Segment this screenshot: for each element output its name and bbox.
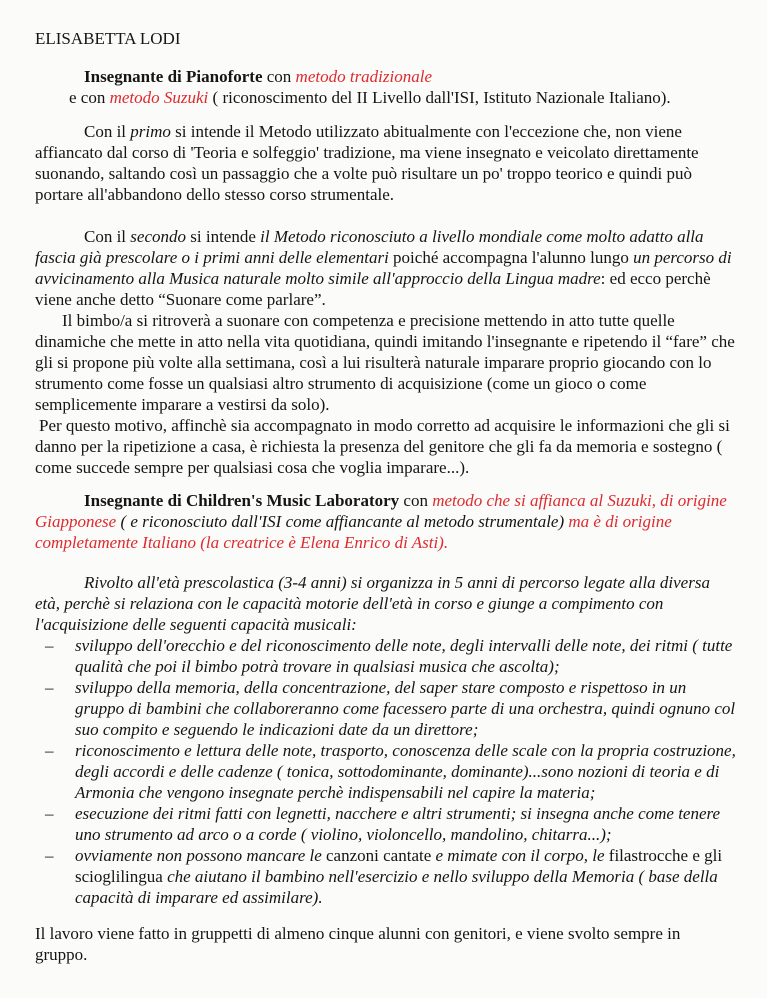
text-segment: ( riconoscimento del II Livello dall'ISI, Istituto Nazionale Italiano). — [208, 88, 671, 107]
list-item — [35, 845, 736, 908]
paragraph-bimbo — [35, 310, 736, 415]
dash-bullet: – — [45, 678, 54, 697]
text-segment: con — [262, 67, 296, 86]
emphasis-metodo-mondiale: il Metodo riconosciuto a livello mondiale come molto adatto alla fascia già prescolare o i primi anni delle elementari — [35, 227, 704, 267]
emphasis-percorso: un percorso di avvicinamento alla Musica naturale molto simile all'approccio della Lingua madre — [35, 248, 732, 288]
text-segment: Rivolto all'età prescolastica (3-4 anni) si organizza in 5 anni di percorso legate alla diversa età, perchè si relaziona con le capacità motorie dell'età in corso e giunge a compimento con l'acquisizione delle seguenti capacità musicali: — [35, 573, 710, 634]
text-segment: e mimate con il corpo, le — [431, 846, 609, 865]
text-segment: si intende — [186, 227, 261, 246]
text-segment: sviluppo della memoria, della concentrazione, del saper stare composto e rispettoso in un gruppo di bambini che collaboreranno come facessero parte di una orchestra, quindi ognuno col suo compito e seguendo le indicazioni date da un direttore; — [75, 678, 736, 739]
paragraph-children-music-laboratory — [35, 490, 736, 553]
text-segment: poiché accompagna l'alunno lungo — [388, 248, 634, 267]
text-segment: : ed ecco perchè viene anche detto “Suonare come parlare”. — [35, 269, 711, 309]
list-item — [35, 740, 736, 803]
text-segment: Il lavoro viene fatto in gruppetti di almeno cinque alunni con genitori, e viene svolto sempre in gruppo. — [35, 924, 681, 964]
metodo-suzuki-red: metodo Suzuki — [109, 88, 209, 107]
emphasis-secondo: secondo — [130, 227, 187, 246]
paragraph-metodo-primo — [35, 121, 736, 205]
paragraph-metodo-secondo — [35, 226, 736, 310]
riconosciuto-isi-italic: ( e riconosciuto dall'ISI come affiancante al metodo strumentale) — [120, 512, 565, 531]
paragraph-motivo — [35, 415, 736, 478]
text-segment: che aiutano il bambino nell'esercizio e nello sviluppo della Memoria ( base della capacità di imparare ed assimilare). — [75, 867, 718, 907]
text-segment: Con il — [84, 122, 131, 141]
intro-line-2 — [35, 87, 736, 108]
dash-bullet: – — [45, 741, 54, 760]
intro-line-1 — [35, 66, 736, 87]
paragraph-rivolto — [35, 572, 736, 635]
emphasis-primo: primo — [130, 122, 171, 141]
text-segment: e con — [69, 88, 110, 107]
text-segment: ovviamente non possono mancare le — [75, 846, 327, 865]
text-segment: Il bimbo/a si ritroverà a suonare con competenza e precisione mettendo in atto tutte quelle dinamiche che mette in atto nella vita quotidiana, quindi imitando l'insegnante e ripetendo il “fare” che gli si propone più volte alla settimana, così a lui risulterà naturale imparare proprio giocando con lo strumento come fosse un qualsiasi altro strumento di acquisizione (come un gioco o come semplicemente imparare a vestirsi da solo). — [35, 311, 735, 414]
text-segment: esecuzione dei ritmi fatti con legnetti, nacchere e altri strumenti; si insegna anche come tenere uno strumento ad arco o a corde ( violino, violoncello, mandolino, chitarra...); — [75, 804, 721, 844]
dash-bullet: – — [45, 804, 54, 823]
text-segment: Con il — [84, 227, 131, 246]
paragraph-closing — [35, 923, 736, 965]
role-cml-bold: Insegnante di Children's Music Laboratory — [84, 491, 400, 510]
origine-italiano-red: ma è di origine completamente Italiano (la creatrice è Elena Enrico di Asti). — [35, 512, 672, 552]
text-segment: con — [399, 491, 433, 510]
capacita-musicali-list — [35, 635, 736, 908]
text-segment: riconoscimento e lettura delle note, trasporto, conoscenza delle scale con la propria costruzione, degli accordi e delle cadenze ( tonica, sottodominante, dominante)...sono nozioni di teoria e di Armonia che vengono insegnate perchè indispensabili nel capire la materia; — [75, 741, 736, 802]
text-segment: canzoni cantate — [326, 846, 432, 865]
doc-title: ELISABETTA LODI — [35, 29, 181, 48]
dash-bullet: – — [45, 636, 54, 655]
list-item — [35, 803, 736, 845]
text-segment: sviluppo dell'orecchio e del riconoscimento delle note, degli intervalli delle note, dei ritmi ( tutte qualità che poi il bimbo potrà trovare in qualsiasi musica che ascolta); — [75, 636, 733, 676]
list-item — [35, 635, 736, 677]
text-segment: Per questo motivo, affinchè sia accompagnato in modo corretto ad acquisire le informazioni che gli si danno per la ripetizione a casa, è richiesta la presenza del genitore che gli fa da memoria e sostegno ( come succede sempre per qualsiasi cosa che voglia imparare...). — [35, 416, 730, 477]
list-item — [35, 677, 736, 740]
metodo-tradizionale-red: metodo tradizionale — [295, 67, 433, 86]
text-segment: filastrocche e gli scioglilingua — [75, 846, 723, 886]
metodo-cml-red: metodo che si affianca al Suzuki, di origine Giapponese — [35, 491, 727, 531]
role-pianoforte-bold: Insegnante di Pianoforte — [84, 67, 263, 86]
dash-bullet: – — [45, 846, 54, 865]
text-segment: si intende il Metodo utilizzato abitualmente con l'eccezione che, non viene affiancato dal corso di 'Teoria e solfeggio' tradizione, ma viene insegnato e veicolato direttamente suonando, saltando così un passaggio che a volte può risultare un po' troppo teorico e quindi può portare all'abbandono dello stesso corso strumentale. — [35, 122, 699, 204]
